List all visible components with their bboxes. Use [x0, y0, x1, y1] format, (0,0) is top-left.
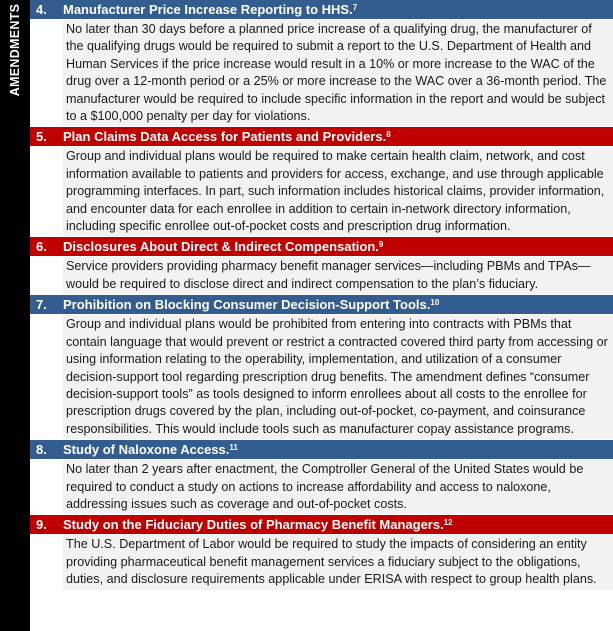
footnote-ref: 9	[378, 240, 384, 250]
number-column-spacer	[30, 535, 63, 590]
amendment-number: 7.	[36, 297, 47, 313]
amendment-title	[63, 129, 613, 144]
footnote-ref: 10	[430, 298, 440, 308]
amendment-header	[30, 295, 613, 315]
number-column-spacer	[30, 257, 63, 295]
amendments-list	[30, 0, 613, 591]
amendment-body-row	[30, 315, 613, 440]
footnote-ref: 7	[352, 3, 358, 12]
amendment-item	[30, 440, 613, 515]
amendment-title-text: Study on the Fiduciary Duties of Pharmacy Benefit Managers.	[63, 517, 444, 533]
amendment-body-row	[30, 20, 613, 127]
amendment-number: 5.	[36, 129, 47, 145]
amendment-number: 9.	[36, 517, 47, 533]
footnote-ref: 12	[443, 518, 453, 528]
amendment-number: 4.	[36, 2, 47, 17]
amendment-title-text: Manufacturer Price Increase Reporting to HHS.	[63, 2, 353, 17]
amendment-header	[30, 0, 613, 20]
sidebar-label: AMENDMENTS	[8, 3, 22, 97]
amendment-title	[63, 2, 613, 17]
amendment-header	[30, 127, 613, 147]
amendment-description: Group and individual plans would be required to make certain health claim, network, and cost information available to patients and providers for access, exchange, and use through applicable programming interfaces. In part, such information includes historical claims, provider information, and encounter data for each enrollee in addition to certain in-network directory information, including specific enrollee out-of-pocket costs and prescription drug information.	[63, 147, 613, 237]
amendment-title	[63, 297, 613, 312]
amendment-description: Group and individual plans would be prohibited from entering into contracts with PBMs that contain language that would prevent or restrict a contracted covered third party from accessing or using information relating to the operability, implementation, and utilization of a consumer decision-support tool regarding prescription drug benefits. The amendment defines “consumer decision-support tools” as tools designed to inform enrollees about all costs to the enrollee for prescription drugs covered by the plan, including out-of-pocket, co-payment, and coinsurance responsibilities. This would include tools such as manufacturer copay assistance programs.	[63, 315, 613, 440]
amendment-title	[63, 239, 613, 254]
amendment-header	[30, 440, 613, 460]
amendment-item	[30, 127, 613, 237]
amendment-description: The U.S. Department of Labor would be required to study the impacts of considering an entity providing pharmaceutical benefit management services a fiduciary subject to the obligations, duties, and disclosure requirements applicable under ERISA with respect to group health plans.	[63, 535, 613, 590]
number-column-spacer	[30, 315, 63, 440]
amendment-header	[30, 237, 613, 257]
sidebar-band	[0, 0, 30, 631]
amendment-title	[63, 517, 613, 532]
amendment-item	[30, 237, 613, 295]
amendment-title	[63, 442, 613, 457]
amendment-item	[30, 515, 613, 590]
amendment-title-text: Prohibition on Blocking Consumer Decision-Support Tools.	[63, 297, 431, 313]
amendment-title-text: Disclosures About Direct & Indirect Compensation.	[63, 239, 379, 255]
amendment-title-text: Study of Naloxone Access.	[63, 442, 230, 458]
amendment-body-row	[30, 147, 613, 237]
amendment-description: No later than 2 years after enactment, the Comptroller General of the United States would be required to conduct a study on actions to increase affordability and access to naloxone, addressing issues such as coverage and out-of-pocket costs.	[63, 460, 613, 515]
number-column-spacer	[30, 147, 63, 237]
amendment-item	[30, 295, 613, 440]
amendment-item	[30, 0, 613, 127]
amendment-number: 8.	[36, 442, 47, 458]
number-column-spacer	[30, 20, 63, 127]
amendment-body-row	[30, 535, 613, 590]
amendment-description: No later than 30 days before a planned price increase of a qualifying drug, the manufacturer of the qualifying drugs would be required to submit a report to the U.S. Department of Health and Human Services if the price increase would result in a 10% or more increase to the WAC of the drug over a 12-month period or a 25% or more increase to the WAC over a 36-month period. The manufacturer would be required to include specific information in the report and would be subject to a $100,000 penalty per day for violations.	[63, 20, 613, 127]
amendment-number: 6.	[36, 239, 47, 255]
amendment-title-text: Plan Claims Data Access for Patients and Providers.	[63, 129, 387, 145]
amendment-body-row	[30, 460, 613, 515]
amendment-body-row	[30, 257, 613, 295]
amendment-header	[30, 515, 613, 535]
amendment-description: Service providers providing pharmacy benefit manager services—including PBMs and TPAs—would be required to disclose direct and indirect compensation to the plan’s fiduciary.	[63, 257, 613, 295]
footnote-ref: 8	[386, 130, 391, 140]
number-column-spacer	[30, 460, 63, 515]
footnote-ref: 11	[229, 443, 238, 453]
